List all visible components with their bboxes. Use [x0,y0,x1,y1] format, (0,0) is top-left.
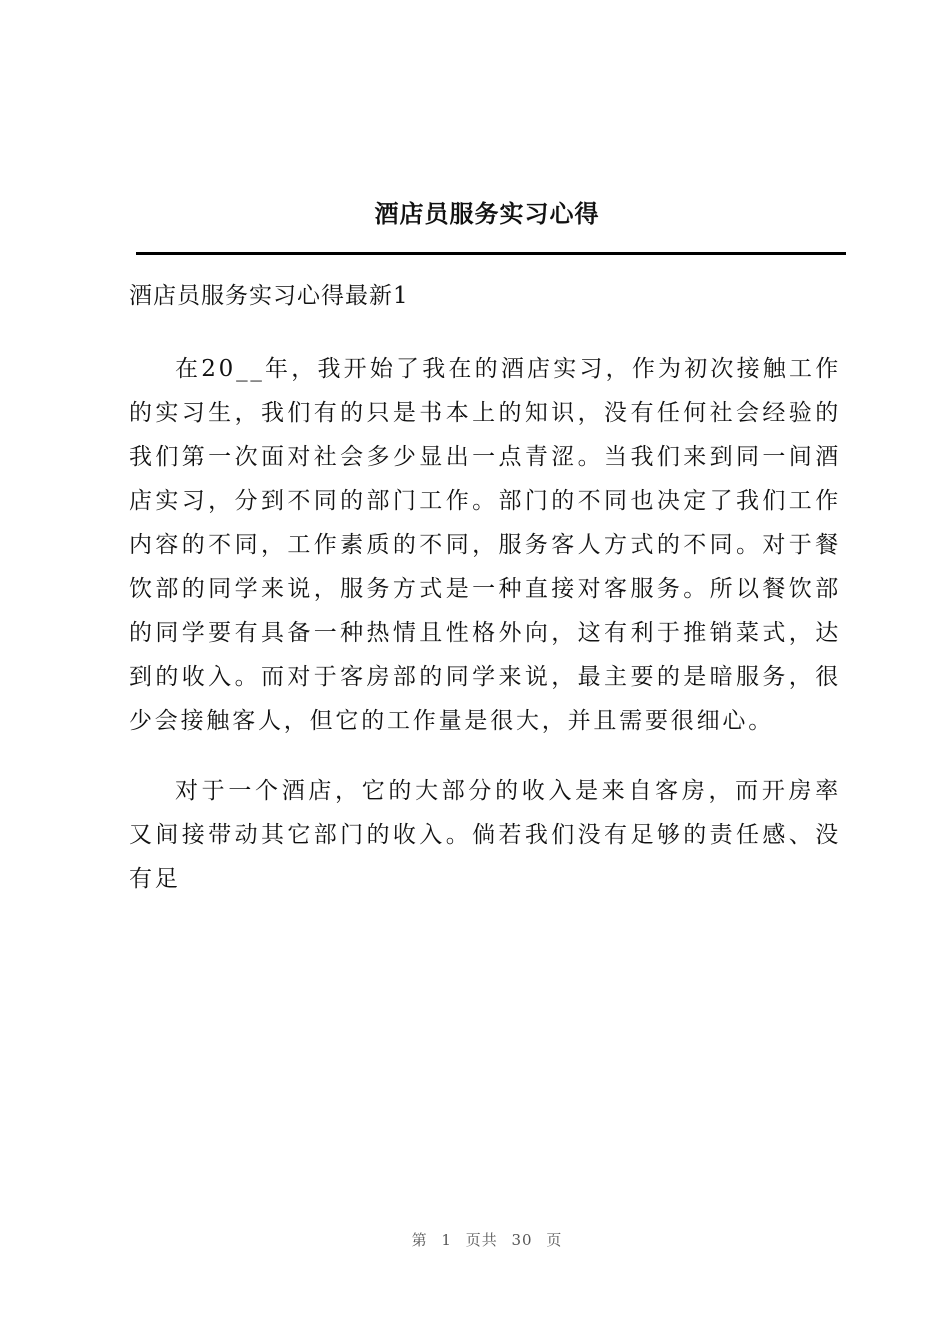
page-number-footer: 第 1 页共 30 页 [411,1231,563,1249]
body-paragraph-1: 在20__年，我开始了我在的酒店实习，作为初次接触工作的实习生，我们有的只是书本上的知识，没有任何社会经验的我们第一次面对社会多少显出一点青涩。当我们来到同一间酒店实习，分到不同的部门工作。部门的不同也决定了我们工作内容的不同，工作素质的不同，服务客人方式的不同。对于餐饮部的同学来说，服务方式是一种直接对客服务。所以餐饮部的同学要有具备一种热情且性格外向，这有利于推销菜式，达到的收入。而对于客房部的同学来说，最主要的是暗服务，很少会接触客人，但它的工作量是很大，并且需要很细心。 [129,356,841,734]
title-underline-divider [136,252,846,255]
body-text [129,347,841,901]
body-paragraph-2: 对于一个酒店，它的大部分的收入是来自客房，而开房率又间接带动其它部门的收入。倘若我们没有足够的责任感、没有足 [129,778,841,892]
section-heading: 酒店员服务实习心得最新1 [129,283,409,309]
page-title: 酒店员服务实习心得 [374,199,600,228]
